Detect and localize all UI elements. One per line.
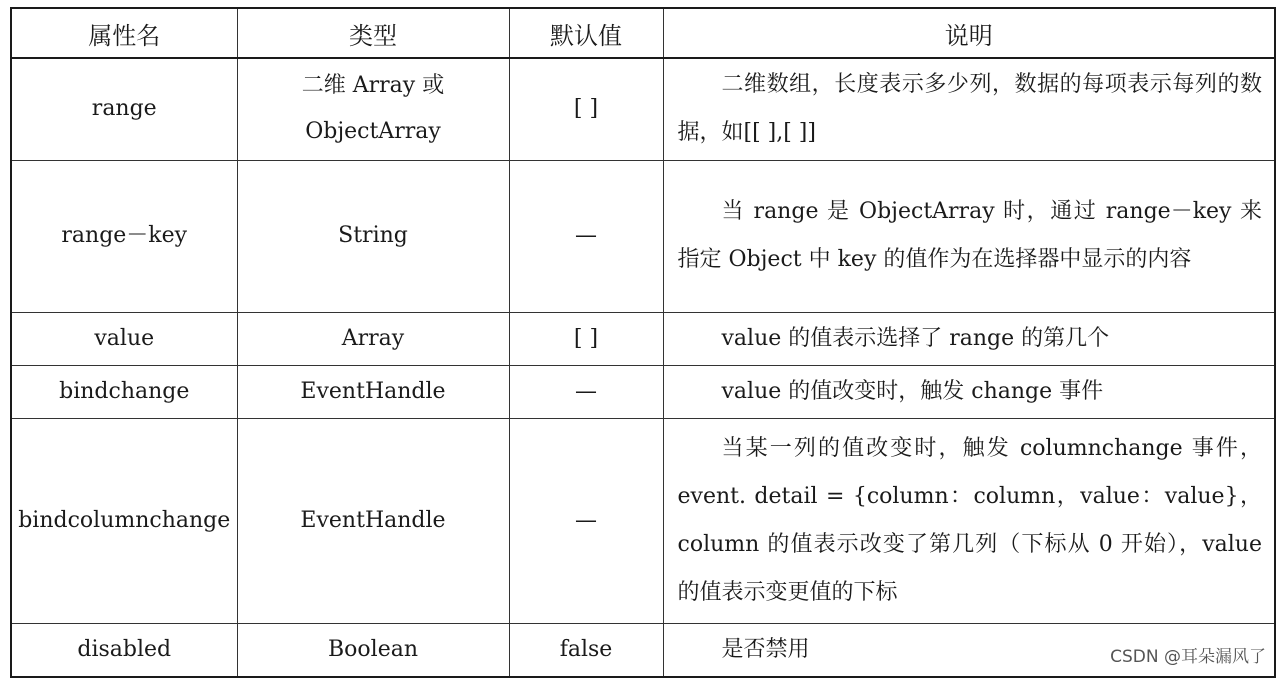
table-header-row (11, 8, 1275, 58)
cell-description-text: 当某一列的值改变时，触发 columnchange 事件，event. detail = {column：column，value：value}，column 的值表示改变了第几列（下标从 0 开始），value 的值表示变更值的下标 (677, 435, 1262, 605)
table-row (11, 418, 1275, 623)
table-row (11, 365, 1275, 418)
cell-name: bindcolumnchange (11, 418, 237, 623)
watermark: CSDN @耳朵漏风了 (1110, 647, 1266, 667)
attribute-table-container (10, 7, 1274, 678)
cell-description-text: 是否禁用 (721, 636, 810, 662)
cell-description (663, 365, 1275, 418)
cell-default: [ ] (509, 58, 663, 160)
header-attribute-name: 属性名 (11, 8, 237, 58)
cell-name: bindchange (11, 365, 237, 418)
cell-type: String (237, 160, 509, 312)
cell-name: range－key (11, 160, 237, 312)
header-type: 类型 (237, 8, 509, 58)
cell-description (663, 312, 1275, 365)
cell-description (663, 418, 1275, 623)
cell-description-text: 当 range 是 ObjectArray 时，通过 range－key 来指定 Object 中 key 的值作为在选择器中显示的内容 (677, 199, 1262, 272)
cell-default: — (509, 365, 663, 418)
cell-default: — (509, 418, 663, 623)
table-row (11, 160, 1275, 312)
cell-description (663, 58, 1275, 160)
table-row (11, 312, 1275, 365)
header-default-value: 默认值 (509, 8, 663, 58)
cell-type: Array (237, 312, 509, 365)
cell-type: Boolean (237, 623, 509, 677)
cell-name: disabled (11, 623, 237, 677)
cell-default: — (509, 160, 663, 312)
cell-description-text: value 的值改变时，触发 change 事件 (721, 378, 1104, 404)
cell-type: 二维 Array 或 ObjectArray (237, 58, 509, 160)
cell-default: false (509, 623, 663, 677)
cell-default: [ ] (509, 312, 663, 365)
cell-name: range (11, 58, 237, 160)
cell-description-text: value 的值表示选择了 range 的第几个 (721, 325, 1110, 351)
table-row (11, 58, 1275, 160)
cell-type: EventHandle (237, 418, 509, 623)
cell-description (663, 160, 1275, 312)
cell-type: EventHandle (237, 365, 509, 418)
header-description: 说明 (663, 8, 1275, 58)
table-row (11, 623, 1275, 677)
cell-name: value (11, 312, 237, 365)
cell-description-text: 二维数组，长度表示多少列，数据的每项表示每列的数据，如[[ ],[ ]] (677, 72, 1262, 146)
attribute-table (10, 7, 1276, 678)
